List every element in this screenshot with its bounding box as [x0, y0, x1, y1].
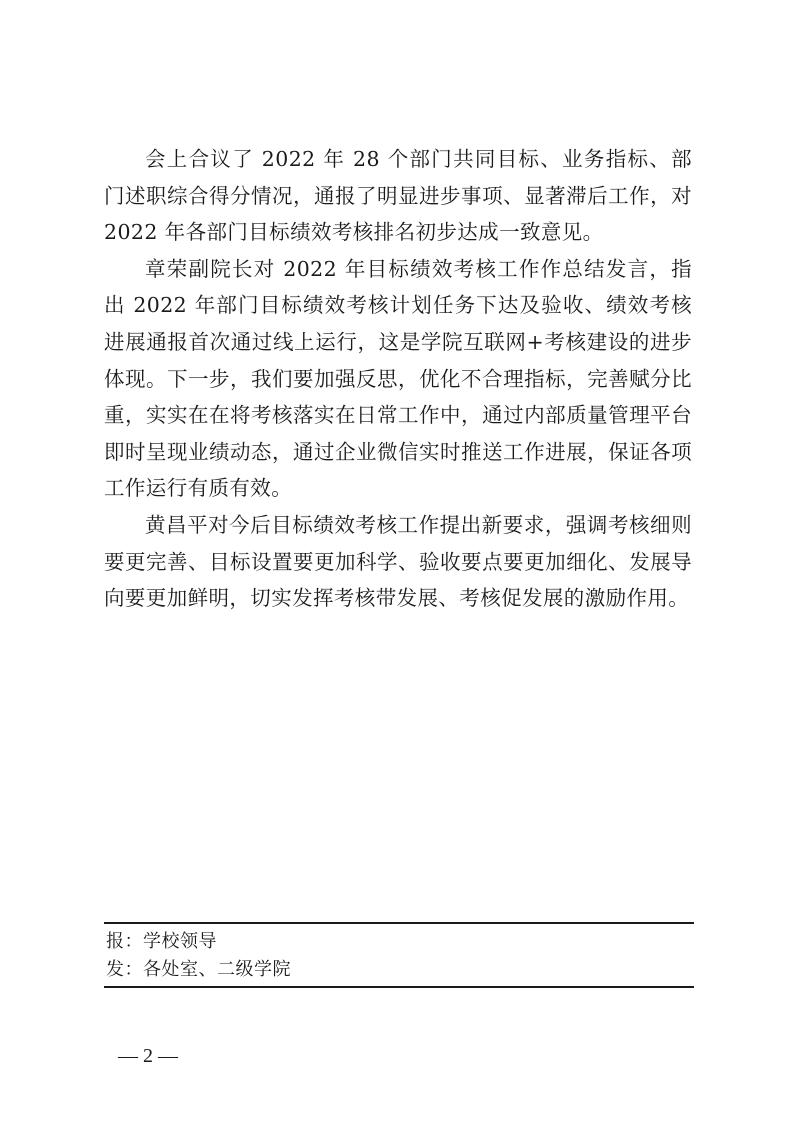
- distribution-block: [104, 922, 694, 988]
- distribution-bottom-rule: [104, 986, 694, 988]
- paragraph-new-requirements: 黄昌平对今后目标绩效考核工作提出新要求，强调考核细则要更完善、目标设置要更加科学、验收要点要更加细化、发展导向要更加鲜明，切实发挥考核带发展、考核促发展的激励作用。: [104, 512, 692, 611]
- send-to-line: 发：各处室、二级学院: [106, 959, 291, 980]
- body-text: [104, 141, 692, 617]
- distribution-top-rule: [104, 922, 694, 924]
- report-to-line: 报：学校领导: [106, 931, 217, 952]
- paragraph-vice-president-speech: 章荣副院长对 2022 年目标绩效考核工作作总结发言，指出 2022 年部门目标绩效考核计划任务下达及验收、绩效考核进展通报首次通过线上运行，这是学院互联网+考核建设的进步体现。下一步，我们要加强反思，优化不合理指标，完善赋分比重，实实在在将考核落实在日常工作中，通过内部质量管理平台即时呈现业绩动态，通过企业微信实时推送工作进展，保证各项工作运行有质有效。: [104, 256, 692, 501]
- page-number: — 2 —: [118, 1045, 178, 1067]
- paragraph-meeting-summary: 会上合议了 2022 年 28 个部门共同目标、业务指标、部门述职综合得分情况，通报了明显进步事项、显著滞后工作，对 2022 年各部门目标绩效考核排名初步达成一致意见。: [104, 147, 692, 245]
